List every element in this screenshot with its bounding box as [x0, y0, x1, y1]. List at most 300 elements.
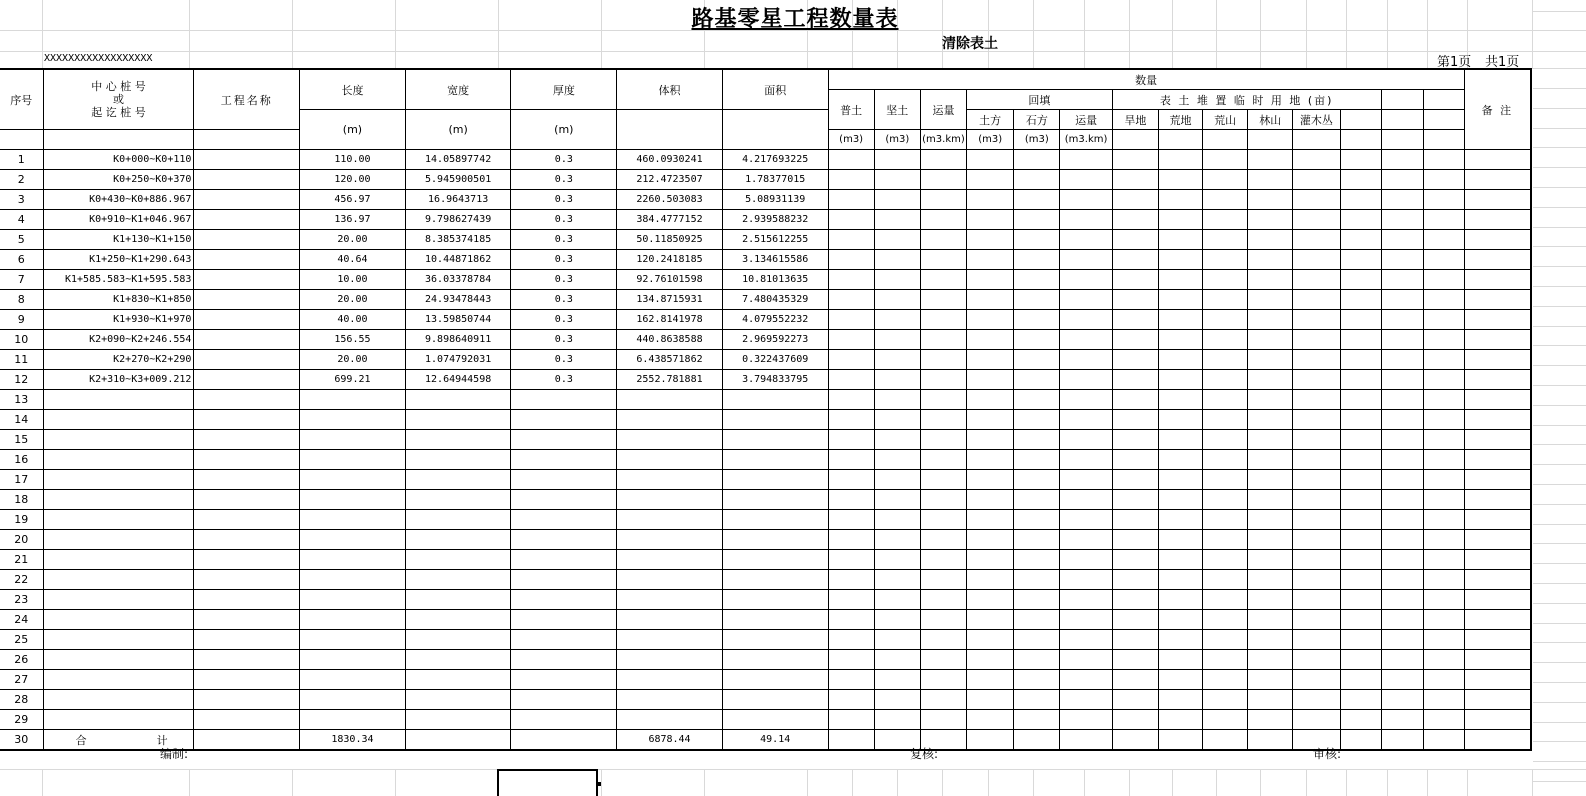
row-number[interactable]: 9 — [0, 310, 43, 330]
table-cell[interactable] — [1248, 630, 1293, 650]
table-cell[interactable] — [874, 510, 920, 530]
table-cell[interactable] — [405, 530, 511, 550]
table-cell[interactable] — [1423, 530, 1464, 550]
table-cell[interactable] — [1464, 270, 1531, 290]
table-cell[interactable] — [828, 350, 874, 370]
table-cell[interactable] — [1293, 390, 1340, 410]
volume-cell[interactable]: 6.438571862 — [617, 350, 723, 370]
table-cell[interactable] — [920, 630, 966, 650]
table-cell[interactable] — [920, 170, 966, 190]
table-cell[interactable] — [1423, 730, 1464, 751]
table-cell[interactable] — [1381, 670, 1423, 690]
area-cell[interactable]: 2.969592273 — [722, 330, 828, 350]
table-cell[interactable] — [1381, 290, 1423, 310]
table-cell[interactable] — [1248, 510, 1293, 530]
table-cell[interactable] — [1112, 710, 1158, 730]
table-cell[interactable] — [43, 690, 194, 710]
station-cell[interactable]: K1+130~K1+150 — [43, 230, 194, 250]
table-cell[interactable] — [1158, 650, 1202, 670]
table-cell[interactable] — [1248, 170, 1293, 190]
table-cell[interactable] — [920, 350, 966, 370]
table-cell[interactable] — [1158, 690, 1202, 710]
table-cell[interactable] — [511, 490, 617, 510]
table-cell[interactable] — [967, 570, 1014, 590]
table-cell[interactable] — [1014, 630, 1060, 650]
station-cell[interactable]: K1+830~K1+850 — [43, 290, 194, 310]
table-cell[interactable] — [1464, 570, 1531, 590]
table-cell[interactable] — [920, 330, 966, 350]
table-cell[interactable] — [1014, 650, 1060, 670]
thickness-cell[interactable]: 0.3 — [511, 290, 617, 310]
table-cell[interactable] — [920, 510, 966, 530]
table-cell[interactable] — [828, 450, 874, 470]
table-cell[interactable] — [1340, 250, 1381, 270]
table-cell[interactable] — [1340, 430, 1381, 450]
table-cell[interactable] — [1248, 470, 1293, 490]
table-cell[interactable] — [1423, 270, 1464, 290]
table-cell[interactable] — [828, 710, 874, 730]
table-cell[interactable] — [1340, 730, 1381, 751]
length-cell[interactable]: 156.55 — [300, 330, 406, 350]
table-cell[interactable] — [511, 510, 617, 530]
row-number[interactable]: 12 — [0, 370, 43, 390]
area-cell[interactable]: 4.079552232 — [722, 310, 828, 330]
table-cell[interactable] — [1464, 730, 1531, 751]
table-cell[interactable] — [43, 430, 194, 450]
table-cell[interactable] — [1248, 150, 1293, 170]
table-cell[interactable] — [1158, 530, 1202, 550]
table-cell[interactable] — [1158, 270, 1202, 290]
table-cell[interactable] — [1293, 430, 1340, 450]
table-cell[interactable] — [511, 550, 617, 570]
table-cell[interactable] — [1014, 210, 1060, 230]
table-cell[interactable] — [1381, 570, 1423, 590]
total-length[interactable]: 1830.34 — [300, 730, 406, 751]
row-number[interactable]: 4 — [0, 210, 43, 230]
table-cell[interactable] — [1464, 690, 1531, 710]
table-cell[interactable] — [828, 370, 874, 390]
table-cell[interactable] — [1248, 650, 1293, 670]
table-cell[interactable] — [828, 270, 874, 290]
length-cell[interactable]: 110.00 — [300, 150, 406, 170]
table-cell[interactable] — [722, 670, 828, 690]
table-cell[interactable] — [617, 510, 723, 530]
table-cell[interactable] — [1381, 490, 1423, 510]
thickness-cell[interactable]: 0.3 — [511, 150, 617, 170]
table-cell[interactable] — [874, 490, 920, 510]
table-cell[interactable] — [511, 450, 617, 470]
table-cell[interactable] — [1464, 230, 1531, 250]
table-cell[interactable] — [1203, 270, 1248, 290]
table-cell[interactable] — [1423, 190, 1464, 210]
area-cell[interactable]: 2.939588232 — [722, 210, 828, 230]
table-cell[interactable] — [1340, 190, 1381, 210]
table-cell[interactable] — [1381, 690, 1423, 710]
table-cell[interactable] — [1464, 250, 1531, 270]
table-cell[interactable] — [874, 270, 920, 290]
table-cell[interactable] — [617, 690, 723, 710]
table-cell[interactable] — [1014, 350, 1060, 370]
table-cell[interactable] — [194, 650, 300, 670]
table-cell[interactable] — [1381, 510, 1423, 530]
row-number[interactable]: 17 — [0, 470, 43, 490]
project-name-cell[interactable] — [194, 250, 300, 270]
volume-cell[interactable]: 120.2418185 — [617, 250, 723, 270]
table-cell[interactable] — [1293, 290, 1340, 310]
table-cell[interactable] — [617, 630, 723, 650]
row-number[interactable]: 23 — [0, 590, 43, 610]
table-cell[interactable] — [1423, 170, 1464, 190]
table-cell[interactable] — [1158, 590, 1202, 610]
table-cell[interactable] — [1112, 570, 1158, 590]
table-cell[interactable] — [1014, 230, 1060, 250]
table-cell[interactable] — [920, 570, 966, 590]
width-cell[interactable]: 10.44871862 — [405, 250, 511, 270]
table-cell[interactable] — [1203, 650, 1248, 670]
width-cell[interactable]: 5.945900501 — [405, 170, 511, 190]
table-cell[interactable] — [1248, 530, 1293, 550]
table-cell[interactable] — [1381, 630, 1423, 650]
table-cell[interactable] — [1381, 370, 1423, 390]
table-cell[interactable] — [874, 330, 920, 350]
table-cell[interactable] — [1203, 450, 1248, 470]
table-cell[interactable] — [405, 450, 511, 470]
table-cell[interactable] — [1464, 510, 1531, 530]
table-cell[interactable] — [1248, 330, 1293, 350]
table-cell[interactable] — [1248, 370, 1293, 390]
table-cell[interactable] — [1060, 170, 1112, 190]
table-cell[interactable] — [874, 370, 920, 390]
table-cell[interactable] — [1381, 530, 1423, 550]
table-cell[interactable] — [617, 590, 723, 610]
table-cell[interactable] — [1112, 610, 1158, 630]
table-cell[interactable] — [1340, 590, 1381, 610]
table-cell[interactable] — [1203, 210, 1248, 230]
table-cell[interactable] — [1340, 290, 1381, 310]
table-cell[interactable] — [1464, 410, 1531, 430]
table-cell[interactable] — [1112, 590, 1158, 610]
table-cell[interactable] — [1112, 170, 1158, 190]
table-cell[interactable] — [1340, 310, 1381, 330]
table-cell[interactable] — [1203, 470, 1248, 490]
table-cell[interactable] — [1158, 670, 1202, 690]
table-cell[interactable] — [722, 650, 828, 670]
table-cell[interactable] — [1203, 430, 1248, 450]
table-cell[interactable] — [1060, 350, 1112, 370]
table-cell[interactable] — [920, 390, 966, 410]
table-cell[interactable] — [1014, 690, 1060, 710]
table-cell[interactable] — [1060, 230, 1112, 250]
table-cell[interactable] — [1464, 490, 1531, 510]
table-cell[interactable] — [920, 410, 966, 430]
table-cell[interactable] — [511, 530, 617, 550]
table-cell[interactable] — [617, 550, 723, 570]
project-name-cell[interactable] — [194, 330, 300, 350]
table-cell[interactable] — [511, 670, 617, 690]
table-cell[interactable] — [874, 450, 920, 470]
table-cell[interactable] — [1381, 190, 1423, 210]
table-cell[interactable] — [1060, 310, 1112, 330]
table-cell[interactable] — [1112, 150, 1158, 170]
table-cell[interactable] — [1381, 330, 1423, 350]
table-cell[interactable] — [1014, 590, 1060, 610]
table-cell[interactable] — [1423, 390, 1464, 410]
project-name-cell[interactable] — [194, 150, 300, 170]
table-cell[interactable] — [511, 710, 617, 730]
table-cell[interactable] — [1381, 250, 1423, 270]
table-cell[interactable] — [828, 470, 874, 490]
table-cell[interactable] — [1464, 290, 1531, 310]
table-cell[interactable] — [1293, 650, 1340, 670]
table-cell[interactable] — [1248, 730, 1293, 751]
table-cell[interactable] — [617, 470, 723, 490]
table-cell[interactable] — [511, 570, 617, 590]
table-cell[interactable] — [1014, 450, 1060, 470]
table-cell[interactable] — [1014, 270, 1060, 290]
table-cell[interactable] — [1293, 550, 1340, 570]
project-name-cell[interactable] — [194, 210, 300, 230]
table-cell[interactable] — [1248, 590, 1293, 610]
table-cell[interactable] — [1112, 530, 1158, 550]
table-cell[interactable] — [511, 630, 617, 650]
table-cell[interactable] — [194, 550, 300, 570]
table-cell[interactable] — [405, 690, 511, 710]
project-name-cell[interactable] — [194, 350, 300, 370]
table-cell[interactable] — [43, 390, 194, 410]
table-cell[interactable] — [1248, 210, 1293, 230]
table-cell[interactable] — [1060, 690, 1112, 710]
table-cell[interactable] — [828, 670, 874, 690]
table-cell[interactable] — [722, 490, 828, 510]
table-cell[interactable] — [300, 430, 406, 450]
table-cell[interactable] — [920, 290, 966, 310]
table-cell[interactable] — [1112, 630, 1158, 650]
table-cell[interactable] — [828, 330, 874, 350]
table-cell[interactable] — [405, 730, 511, 751]
table-cell[interactable] — [1423, 410, 1464, 430]
table-cell[interactable] — [1423, 430, 1464, 450]
table-cell[interactable] — [1014, 510, 1060, 530]
thickness-cell[interactable]: 0.3 — [511, 250, 617, 270]
table-cell[interactable] — [405, 410, 511, 430]
table-cell[interactable] — [1014, 610, 1060, 630]
table-cell[interactable] — [1293, 470, 1340, 490]
row-number[interactable]: 20 — [0, 530, 43, 550]
table-cell[interactable] — [1248, 410, 1293, 430]
table-cell[interactable] — [1060, 450, 1112, 470]
table-cell[interactable] — [1293, 210, 1340, 230]
table-cell[interactable] — [1112, 290, 1158, 310]
table-cell[interactable] — [967, 170, 1014, 190]
table-cell[interactable] — [1203, 350, 1248, 370]
volume-cell[interactable]: 92.76101598 — [617, 270, 723, 290]
table-cell[interactable] — [967, 370, 1014, 390]
table-cell[interactable] — [1293, 450, 1340, 470]
table-cell[interactable] — [1340, 330, 1381, 350]
station-cell[interactable]: K2+090~K2+246.554 — [43, 330, 194, 350]
table-cell[interactable] — [1293, 570, 1340, 590]
table-cell[interactable] — [1248, 570, 1293, 590]
thickness-cell[interactable]: 0.3 — [511, 190, 617, 210]
row-number[interactable]: 5 — [0, 230, 43, 250]
table-cell[interactable] — [874, 670, 920, 690]
table-cell[interactable] — [1203, 390, 1248, 410]
width-cell[interactable]: 1.074792031 — [405, 350, 511, 370]
table-cell[interactable] — [874, 570, 920, 590]
row-number[interactable]: 22 — [0, 570, 43, 590]
table-cell[interactable] — [194, 470, 300, 490]
table-cell[interactable] — [828, 570, 874, 590]
width-cell[interactable]: 16.9643713 — [405, 190, 511, 210]
table-cell[interactable] — [1203, 550, 1248, 570]
table-cell[interactable] — [1464, 330, 1531, 350]
table-cell[interactable] — [43, 530, 194, 550]
table-cell[interactable] — [1060, 190, 1112, 210]
row-number[interactable]: 1 — [0, 150, 43, 170]
table-cell[interactable] — [194, 690, 300, 710]
table-cell[interactable] — [1060, 250, 1112, 270]
table-cell[interactable] — [1340, 230, 1381, 250]
table-cell[interactable] — [920, 450, 966, 470]
table-cell[interactable] — [920, 650, 966, 670]
table-cell[interactable] — [1381, 350, 1423, 370]
table-cell[interactable] — [511, 410, 617, 430]
table-cell[interactable] — [300, 650, 406, 670]
table-cell[interactable] — [1340, 350, 1381, 370]
table-cell[interactable] — [194, 530, 300, 550]
row-number[interactable]: 3 — [0, 190, 43, 210]
table-cell[interactable] — [1381, 610, 1423, 630]
table-cell[interactable] — [1293, 190, 1340, 210]
table-cell[interactable] — [1014, 550, 1060, 570]
table-cell[interactable] — [967, 670, 1014, 690]
length-cell[interactable]: 10.00 — [300, 270, 406, 290]
active-cell-selection[interactable] — [497, 769, 598, 796]
table-cell[interactable] — [920, 370, 966, 390]
volume-cell[interactable]: 384.4777152 — [617, 210, 723, 230]
table-cell[interactable] — [194, 590, 300, 610]
table-cell[interactable] — [1248, 350, 1293, 370]
table-cell[interactable] — [617, 410, 723, 430]
table-cell[interactable] — [1158, 370, 1202, 390]
table-cell[interactable] — [828, 630, 874, 650]
table-cell[interactable] — [1203, 290, 1248, 310]
table-cell[interactable] — [874, 250, 920, 270]
table-cell[interactable] — [874, 150, 920, 170]
table-cell[interactable] — [1158, 470, 1202, 490]
table-cell[interactable] — [967, 250, 1014, 270]
table-cell[interactable] — [1464, 370, 1531, 390]
table-cell[interactable] — [1112, 690, 1158, 710]
table-cell[interactable] — [1060, 530, 1112, 550]
row-number[interactable]: 6 — [0, 250, 43, 270]
table-cell[interactable] — [1423, 310, 1464, 330]
table-cell[interactable] — [920, 250, 966, 270]
table-cell[interactable] — [511, 590, 617, 610]
table-cell[interactable] — [920, 210, 966, 230]
table-cell[interactable] — [1203, 170, 1248, 190]
table-cell[interactable] — [722, 550, 828, 570]
row-number[interactable]: 2 — [0, 170, 43, 190]
table-cell[interactable] — [43, 610, 194, 630]
table-cell[interactable] — [1464, 530, 1531, 550]
table-cell[interactable] — [1060, 610, 1112, 630]
table-cell[interactable] — [1293, 510, 1340, 530]
project-name-cell[interactable] — [194, 310, 300, 330]
station-cell[interactable]: K0+000~K0+110 — [43, 150, 194, 170]
table-cell[interactable] — [1248, 290, 1293, 310]
table-cell[interactable] — [1014, 570, 1060, 590]
table-cell[interactable] — [967, 390, 1014, 410]
table-cell[interactable] — [1464, 710, 1531, 730]
table-cell[interactable] — [1293, 490, 1340, 510]
table-cell[interactable] — [722, 390, 828, 410]
table-cell[interactable] — [1464, 350, 1531, 370]
table-cell[interactable] — [1014, 150, 1060, 170]
table-cell[interactable] — [1381, 150, 1423, 170]
table-cell[interactable] — [1293, 530, 1340, 550]
table-cell[interactable] — [1112, 270, 1158, 290]
table-cell[interactable] — [874, 630, 920, 650]
table-cell[interactable] — [1293, 610, 1340, 630]
table-cell[interactable] — [1158, 150, 1202, 170]
table-cell[interactable] — [920, 550, 966, 570]
volume-cell[interactable]: 440.8638588 — [617, 330, 723, 350]
thickness-cell[interactable]: 0.3 — [511, 170, 617, 190]
table-cell[interactable] — [1293, 330, 1340, 350]
table-cell[interactable] — [874, 290, 920, 310]
table-cell[interactable] — [1248, 190, 1293, 210]
table-cell[interactable] — [828, 550, 874, 570]
table-cell[interactable] — [1293, 630, 1340, 650]
table-cell[interactable] — [1423, 570, 1464, 590]
table-cell[interactable] — [1112, 190, 1158, 210]
table-cell[interactable] — [828, 690, 874, 710]
area-cell[interactable]: 5.08931139 — [722, 190, 828, 210]
table-cell[interactable] — [1423, 450, 1464, 470]
table-cell[interactable] — [1203, 530, 1248, 550]
table-cell[interactable] — [1340, 150, 1381, 170]
table-cell[interactable] — [1293, 350, 1340, 370]
table-cell[interactable] — [1340, 690, 1381, 710]
table-cell[interactable] — [967, 690, 1014, 710]
table-cell[interactable] — [1381, 230, 1423, 250]
length-cell[interactable]: 40.64 — [300, 250, 406, 270]
table-cell[interactable] — [874, 410, 920, 430]
table-cell[interactable] — [1423, 550, 1464, 570]
table-cell[interactable] — [874, 690, 920, 710]
table-cell[interactable] — [967, 530, 1014, 550]
table-cell[interactable] — [43, 550, 194, 570]
table-cell[interactable] — [1014, 370, 1060, 390]
table-cell[interactable] — [828, 310, 874, 330]
table-cell[interactable] — [874, 190, 920, 210]
table-cell[interactable] — [1112, 650, 1158, 670]
table-cell[interactable] — [1248, 610, 1293, 630]
table-cell[interactable] — [511, 730, 617, 751]
table-cell[interactable] — [1112, 350, 1158, 370]
table-cell[interactable] — [43, 710, 194, 730]
table-cell[interactable] — [1060, 290, 1112, 310]
table-cell[interactable] — [1158, 610, 1202, 630]
table-cell[interactable] — [43, 670, 194, 690]
table-cell[interactable] — [43, 450, 194, 470]
station-cell[interactable]: K1+585.583~K1+595.583 — [43, 270, 194, 290]
table-cell[interactable] — [1014, 670, 1060, 690]
table-cell[interactable] — [828, 390, 874, 410]
table-cell[interactable] — [1014, 190, 1060, 210]
table-cell[interactable] — [920, 230, 966, 250]
